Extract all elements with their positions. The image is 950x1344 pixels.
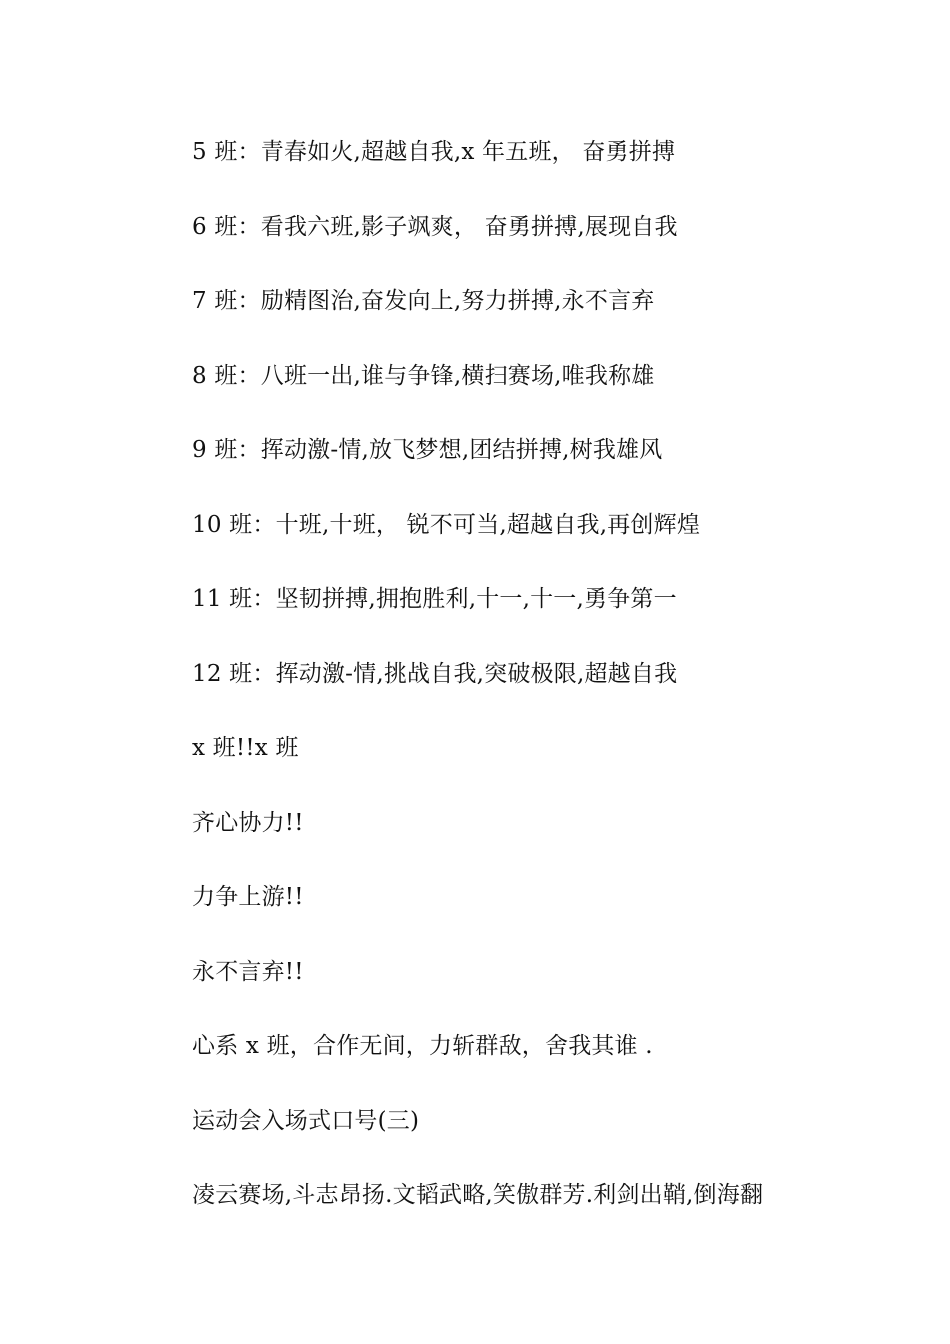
- slogan-line-class-7: 7 班：励精图治,奋发向上,努力拼搏,永不言弃: [192, 288, 655, 314]
- chant-line: 力争上游!!: [192, 884, 304, 910]
- slogan-line-class-5: 5 班：青春如火,超越自我,x 年五班， 奋勇拼搏: [192, 139, 676, 165]
- slogan-line-class-9: 9 班：挥动激-情,放飞梦想,团结拼搏,树我雄风: [192, 437, 663, 463]
- slogan-line-class-8: 8 班：八班一出,谁与争锋,横扫赛场,唯我称雄: [192, 362, 655, 389]
- slogan-line-class-10: 10 班：十班,十班， 锐不可当,超越自我,再创辉煌: [192, 511, 701, 538]
- slogan-line-class-6: 6 班：看我六班,影子飒爽， 奋勇拼搏,展现自我: [192, 213, 678, 240]
- section-heading: 运动会入场式口号(三): [192, 1107, 420, 1134]
- chant-line: 永不言弃!!: [192, 958, 304, 985]
- chant-line: 齐心协力!!: [192, 809, 304, 836]
- chant-line: 心系 x 班，合作无间，力斩群敌，舍我其谁 .: [192, 1033, 653, 1059]
- slogan-line-class-12: 12 班：挥动激-情,挑战自我,突破极限,超越自我: [192, 660, 678, 687]
- slogan-line-class-11: 11 班：坚韧拼搏,拥抱胜利,十一,十一,勇争第一: [192, 586, 677, 612]
- paragraph-line: 凌云赛场,斗志昂扬.文韬武略,笑傲群芳.利剑出鞘,倒海翻: [192, 1182, 764, 1208]
- chant-line: x 班!!x 班: [192, 735, 299, 761]
- text-body: [192, 132, 892, 1250]
